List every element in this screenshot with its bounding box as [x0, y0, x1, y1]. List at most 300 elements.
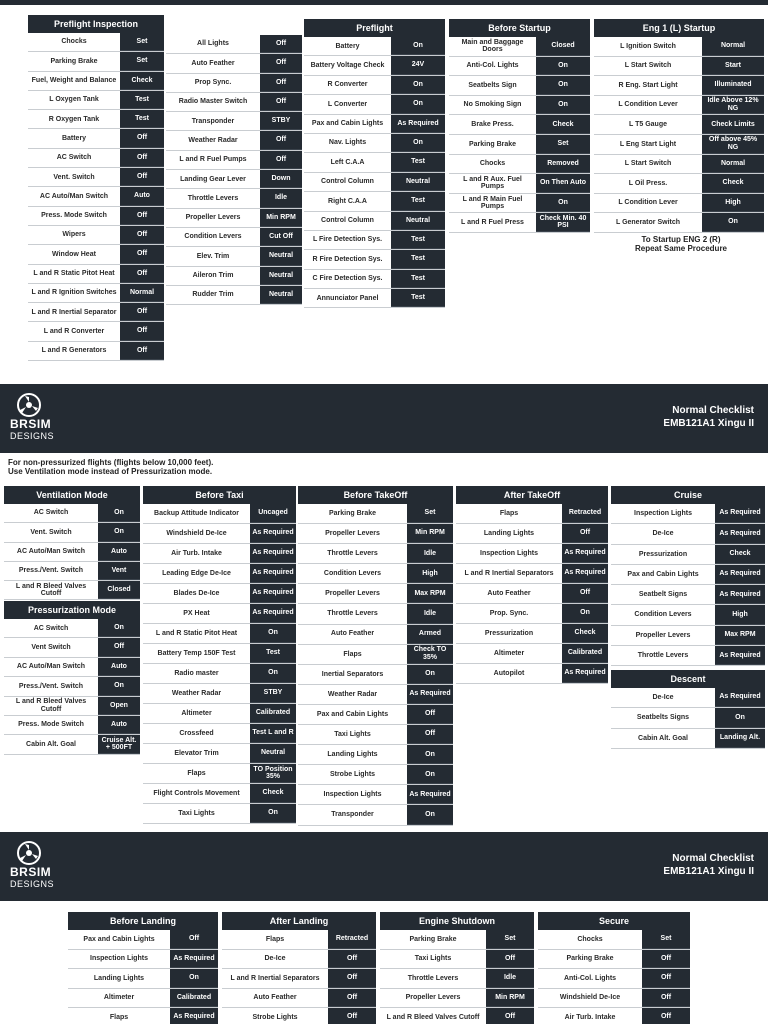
checklist-value: TO Position 35%	[250, 764, 296, 783]
checklist-item: Condition Levers	[634, 611, 692, 619]
checklist-value: Check	[536, 115, 590, 134]
checklist-row	[611, 545, 765, 565]
checklist-value: High	[715, 605, 765, 624]
footnote-line-1: To Startup ENG 2 (R)	[641, 235, 721, 244]
checklist-row	[594, 57, 764, 77]
checklist-row	[143, 644, 296, 664]
checklist-item: L and R Generators	[41, 347, 107, 355]
checklist-item: Anti-Col. Lights	[563, 974, 617, 982]
checklist-after-landing	[222, 912, 376, 1024]
checklist-item: L and R Static Pitot Heat	[33, 270, 115, 278]
checklist-item: Annunciator Panel	[316, 294, 379, 302]
checklist-value: Check TO 35%	[407, 645, 453, 664]
checklist-title: Cruise	[611, 486, 765, 504]
checklist-value: Illuminated	[702, 76, 764, 95]
checklist-row	[4, 581, 140, 600]
checklist-row	[28, 91, 164, 110]
checklist-value: On	[98, 677, 140, 695]
checklist-value: Landing Alt.	[715, 729, 765, 748]
checklist-item: Flaps	[343, 650, 362, 658]
checklist-item: Throttle Levers	[637, 652, 689, 660]
checklist-value: As Required	[562, 664, 608, 683]
checklist-item: Propeller Levers	[325, 529, 380, 537]
checklist-row	[304, 76, 445, 95]
checklist-item: Flaps	[109, 1013, 129, 1021]
checklist-value: Calibrated	[170, 989, 218, 1008]
checklist-title: Pressurization Mode	[4, 601, 140, 619]
checklist-row	[143, 544, 296, 564]
checklist-row	[304, 37, 445, 56]
checklist-before-startup	[449, 19, 590, 233]
checklist-value: Uncaged	[250, 504, 296, 523]
checklist-value: Min RPM	[486, 989, 534, 1008]
checklist-item: Autopilot	[493, 669, 525, 677]
checklist-value: Test	[391, 192, 445, 210]
checklist-before-landing	[68, 912, 218, 1024]
startup-footnote	[596, 235, 766, 253]
checklist-value: Check	[715, 545, 765, 564]
checklist-item: Radio Master Switch	[178, 98, 248, 106]
checklist-value: Min RPM	[407, 524, 453, 543]
checklist-row	[611, 626, 765, 646]
checklist-item: Wipers	[62, 231, 86, 239]
checklist-row	[611, 524, 765, 544]
checklist-row	[456, 644, 608, 664]
checklist-item: Window Heat	[52, 250, 96, 258]
checklist-value: Test	[391, 231, 445, 249]
checklist-value: Test	[120, 91, 164, 109]
checklist-row	[298, 604, 453, 624]
checklist-row	[449, 194, 590, 214]
checklist-before-takeoff	[298, 486, 453, 826]
checklist-value: Off	[328, 989, 376, 1008]
checklist-row	[298, 544, 453, 564]
checklist-value: Off	[260, 93, 302, 111]
checklist-item: Chocks	[479, 160, 506, 168]
propeller-logo-icon	[16, 392, 42, 418]
checklist-row	[298, 645, 453, 665]
checklist-value: Off	[120, 265, 164, 283]
checklist-row	[298, 805, 453, 825]
checklist-row	[68, 989, 218, 1009]
checklist-row	[298, 665, 453, 685]
checklist-value: Off	[328, 950, 376, 969]
checklist-value: Calibrated	[250, 704, 296, 723]
checklist-item: C Fire Detection Sys.	[312, 275, 383, 283]
checklist-value: On	[391, 76, 445, 94]
checklist-item: Parking Brake	[566, 955, 614, 963]
checklist-value: As Required	[250, 524, 296, 543]
checklist-row	[449, 174, 590, 194]
checklist-row	[166, 286, 302, 305]
checklist-value: As Required	[250, 604, 296, 623]
checklist-row	[538, 969, 690, 989]
checklist-value: Check	[562, 624, 608, 643]
checklist-row	[68, 950, 218, 970]
doc-title-2	[663, 852, 754, 878]
checklist-row	[304, 134, 445, 153]
checklist-preflight-inspection-2	[166, 35, 302, 305]
checklist-value: On	[250, 664, 296, 683]
checklist-row	[538, 930, 690, 950]
checklist-value: Off	[120, 129, 164, 147]
checklist-row	[304, 115, 445, 134]
checklist-item: Altimeter	[103, 994, 135, 1002]
checklist-value: As Required	[562, 544, 608, 563]
checklist-value: Set	[120, 52, 164, 70]
checklist-value: Normal	[702, 155, 764, 174]
checklist-value: On	[536, 57, 590, 76]
checklist-ventilation-mode	[4, 486, 140, 600]
checklist-value: Max RPM	[407, 584, 453, 603]
checklist-row	[4, 619, 140, 638]
checklist-item: L Ignition Switch	[620, 42, 676, 50]
checklist-item: Inertial Separators	[321, 670, 384, 678]
checklist-item: L Eng Start Light	[619, 140, 677, 148]
checklist-value: Off	[120, 226, 164, 244]
checklist-row	[143, 704, 296, 724]
checklist-value: On	[536, 76, 590, 95]
checklist-value: On	[391, 37, 445, 55]
checklist-row	[611, 504, 765, 524]
checklist-value: Test	[120, 110, 164, 128]
checklist-value: Off	[260, 131, 302, 149]
checklist-row	[538, 950, 690, 970]
checklist-value: Auto	[98, 716, 140, 734]
checklist-item: Inspection Lights	[323, 791, 382, 799]
checklist-row	[143, 664, 296, 684]
checklist-row	[449, 213, 590, 233]
checklist-row	[611, 708, 765, 728]
checklist-row	[304, 153, 445, 172]
header-band-2	[0, 832, 768, 901]
checklist-value: On	[98, 619, 140, 637]
checklist-value: On	[170, 969, 218, 988]
checklist-row	[143, 724, 296, 744]
checklist-row	[304, 173, 445, 192]
checklist-item: Aileron Trim	[192, 272, 234, 280]
checklist-value: Closed	[536, 37, 590, 56]
checklist-row	[456, 604, 608, 624]
checklist-value: Check Limits	[702, 115, 764, 134]
checklist-row	[222, 930, 376, 950]
checklist-row	[166, 209, 302, 228]
checklist-value: As Required	[407, 785, 453, 804]
checklist-row	[166, 151, 302, 170]
doc-title-line2: EMB121A1 Xingu II	[663, 418, 754, 429]
checklist-after-takeoff	[456, 486, 608, 684]
checklist-item: Flaps	[187, 769, 206, 777]
checklist-row	[143, 624, 296, 644]
checklist-item: Rudder Trim	[192, 291, 234, 299]
checklist-item: Taxi Lights	[178, 809, 215, 817]
checklist-row	[380, 1008, 534, 1024]
checklist-item: Pax and Cabin Lights	[627, 570, 699, 578]
checklist-value: On	[407, 805, 453, 824]
checklist-value: Off	[562, 584, 608, 603]
checklist-value: Start	[702, 57, 764, 76]
checklist-value: Calibrated	[562, 644, 608, 663]
checklist-value: Set	[536, 135, 590, 154]
checklist-value: On	[391, 95, 445, 113]
checklist-row	[304, 212, 445, 231]
checklist-row	[166, 112, 302, 131]
checklist-item: R Oxygen Tank	[48, 115, 100, 123]
checklist-item: L Condition Lever	[618, 199, 678, 207]
checklist-item: L Start Switch	[624, 62, 672, 70]
checklist-value: Off	[120, 207, 164, 225]
checklist-value: Retracted	[562, 504, 608, 523]
checklist-value: As Required	[715, 565, 765, 584]
checklist-value: Idle	[407, 604, 453, 623]
checklist-item: Seatbelts Signs	[636, 714, 690, 722]
checklist-item: Auto Feather	[253, 994, 297, 1002]
checklist-value: Off	[260, 151, 302, 169]
checklist-secure	[538, 912, 690, 1024]
checklist-eng1-startup	[594, 19, 764, 233]
checklist-row	[166, 189, 302, 208]
checklist-item: De-Ice	[652, 530, 674, 538]
checklist-row	[28, 226, 164, 245]
checklist-row	[143, 784, 296, 804]
propeller-logo-icon	[16, 840, 42, 866]
checklist-item: L and R Fuel Press	[461, 218, 524, 226]
checklist-value: Off	[642, 1008, 690, 1024]
checklist-item: Throttle Levers	[327, 550, 378, 558]
checklist-value: Off	[486, 1008, 534, 1024]
checklist-value: Off	[328, 969, 376, 988]
checklist-row	[28, 168, 164, 187]
checklist-value: Off	[120, 303, 164, 321]
checklist-item: L Generator Switch	[615, 218, 681, 226]
checklist-item: Leading Edge De-Ice	[162, 569, 231, 577]
checklist-row	[28, 129, 164, 148]
checklist-value: On	[715, 708, 765, 727]
checklist-item: Condition Levers	[323, 570, 382, 578]
checklist-item: Weather Radar	[188, 136, 238, 144]
checklist-row	[594, 194, 764, 214]
checklist-item: Transponder	[191, 117, 235, 125]
checklist-row	[143, 604, 296, 624]
checklist-item: Battery Temp 150F Test	[157, 649, 236, 657]
checklist-value: Check	[702, 174, 764, 193]
checklist-value: Test	[391, 289, 445, 307]
checklist-value: Off	[120, 322, 164, 340]
checklist-cruise	[611, 486, 765, 666]
checklist-item: L and R Static Pitot Heat	[155, 629, 238, 637]
checklist-value: Off	[120, 168, 164, 186]
checklist-row	[4, 658, 140, 677]
checklist-row	[456, 624, 608, 644]
checklist-item: Press. Mode Switch	[18, 721, 84, 729]
checklist-row	[166, 74, 302, 93]
checklist-item: Vent. Switch	[30, 528, 72, 536]
checklist-value: Cruise Alt. + 500FT	[98, 735, 140, 753]
checklist-row	[68, 930, 218, 950]
checklist-item: Seatbelts Sign	[468, 81, 517, 89]
checklist-row	[222, 950, 376, 970]
checklist-value: As Required	[715, 524, 765, 543]
checklist-value: On	[407, 745, 453, 764]
checklist-value: On	[250, 804, 296, 823]
checklist-value: Neutral	[260, 286, 302, 304]
checklist-item: Cabin Alt. Goal	[26, 740, 76, 748]
checklist-row	[449, 37, 590, 57]
checklist-row	[222, 1008, 376, 1024]
checklist-item: Inspection Lights	[90, 955, 148, 963]
checklist-item: Prop Sync.	[194, 79, 232, 87]
checklist-row	[28, 207, 164, 226]
checklist-row	[594, 115, 764, 135]
checklist-row	[4, 716, 140, 735]
checklist-item: Strobe Lights	[329, 771, 376, 779]
checklist-value: Idle	[260, 189, 302, 207]
checklist-item: Chocks	[61, 38, 87, 46]
checklist-value: High	[702, 194, 764, 213]
checklist-row	[166, 35, 302, 54]
brand-logo-2	[10, 840, 54, 889]
checklist-row	[4, 523, 140, 542]
checklist-value: Set	[120, 33, 164, 51]
checklist-value: Armed	[407, 625, 453, 644]
checklist-item: L Condition Lever	[618, 101, 678, 109]
checklist-item: L and R Inertial Separators	[464, 569, 554, 577]
checklist-value: As Required	[407, 685, 453, 704]
checklist-row	[143, 524, 296, 544]
checklist-item: Throttle Levers	[327, 610, 378, 618]
brand-logo	[10, 392, 54, 441]
checklist-value: Test	[391, 270, 445, 288]
checklist-value: Normal	[702, 37, 764, 56]
checklist-row	[28, 149, 164, 168]
checklist-item: AC Switch	[56, 154, 92, 162]
checklist-row	[449, 135, 590, 155]
checklist-descent	[611, 670, 765, 749]
checklist-item: Fuel, Weight and Balance	[31, 77, 117, 85]
checklist-value: Off	[260, 54, 302, 72]
note-line-2: Use Ventilation mode instead of Pressurization mode.	[8, 467, 213, 476]
checklist-item: Parking Brake	[409, 935, 457, 943]
checklist-item: No Smoking Sign	[463, 101, 522, 109]
checklist-item: L and R Bleed Valves Cutoff	[15, 582, 87, 598]
checklist-value: Idle	[486, 969, 534, 988]
checklist-row	[298, 705, 453, 725]
checklist-title: Secure	[538, 912, 690, 930]
checklist-item: Inspection Lights	[480, 549, 538, 557]
checklist-value: Neutral	[391, 212, 445, 230]
checklist-row	[298, 584, 453, 604]
checklist-row	[4, 543, 140, 562]
checklist-engine-shutdown	[380, 912, 534, 1024]
checklist-row	[298, 785, 453, 805]
checklist-value: As Required	[391, 115, 445, 133]
checklist-value: Auto	[120, 187, 164, 205]
checklist-item: De-Ice	[652, 693, 674, 701]
checklist-row	[298, 524, 453, 544]
checklist-value: Removed	[536, 155, 590, 174]
note-line-1: For non-pressurized flights (flights below 10,000 feet).	[8, 458, 214, 467]
checklist-row	[28, 322, 164, 341]
checklist-row	[456, 664, 608, 684]
checklist-item: Throttle Levers	[187, 194, 239, 202]
checklist-item: R Eng. Start Light	[618, 81, 678, 89]
checklist-item: Crossfeed	[179, 729, 214, 737]
checklist-item: L and R Bleed Valves Cutoff	[15, 698, 87, 713]
checklist-item: Strobe Lights	[252, 1013, 298, 1021]
checklist-row	[304, 250, 445, 269]
checklist-item: AC Auto/Man Switch	[39, 192, 109, 200]
checklist-row	[298, 685, 453, 705]
checklist-value: As Required	[715, 504, 765, 523]
checklist-item: Throttle Levers	[407, 974, 459, 982]
checklist-item: R Fire Detection Sys.	[312, 255, 383, 263]
checklist-value: Off	[642, 950, 690, 969]
checklist-value: On	[391, 134, 445, 152]
checklist-item: R Converter	[327, 81, 368, 89]
checklist-row	[594, 135, 764, 155]
checklist-row	[594, 155, 764, 175]
checklist-row	[594, 37, 764, 57]
checklist-item: L and R Converter	[43, 327, 105, 335]
checklist-item: Transponder	[331, 811, 374, 819]
checklist-row	[28, 284, 164, 303]
checklist-item: L and R Main Fuel Pumps	[462, 195, 523, 211]
checklist-value: On Then Auto	[536, 174, 590, 193]
checklist-row	[538, 989, 690, 1009]
checklist-row	[611, 729, 765, 749]
checklist-row	[456, 544, 608, 564]
checklist-row	[304, 289, 445, 308]
checklist-item: Anti-Col. Lights	[466, 62, 519, 70]
checklist-row	[298, 564, 453, 584]
checklist-row	[4, 562, 140, 581]
checklist-value: As Required	[250, 584, 296, 603]
checklist-preflight	[304, 19, 445, 308]
checklist-value: Neutral	[260, 247, 302, 265]
checklist-value: As Required	[715, 688, 765, 707]
checklist-row	[449, 57, 590, 77]
checklist-item: Auto Feather	[330, 630, 375, 638]
checklist-item: AC Auto/Man Switch	[16, 548, 86, 556]
checklist-row	[538, 1008, 690, 1024]
checklist-item: L T5 Gauge	[629, 121, 667, 128]
checklist-row	[594, 213, 764, 233]
checklist-value: Test	[391, 250, 445, 268]
checklist-item: Taxi Lights	[334, 730, 371, 738]
checklist-title: Ventilation Mode	[4, 486, 140, 504]
checklist-item: L and R Inertial Separator	[31, 308, 117, 316]
checklist-item: Air Turb. Intake	[564, 1013, 616, 1021]
checklist-value: Neutral	[391, 173, 445, 191]
checklist-pressurization-mode	[4, 601, 140, 755]
checklist-item: Right C.A.A	[328, 197, 367, 205]
checklist-value: Off	[562, 524, 608, 543]
checklist-value: Normal	[120, 284, 164, 302]
checklist-item: Pressurization	[638, 550, 688, 558]
checklist-row	[166, 54, 302, 73]
checklist-item: Inspection Lights	[634, 509, 692, 517]
checklist-item: AC Switch	[33, 624, 69, 632]
checklist-item: Windshield De-Ice	[166, 529, 227, 537]
checklist-value: On	[536, 194, 590, 213]
checklist-value: On	[702, 213, 764, 232]
checklist-value: Neutral	[260, 267, 302, 285]
checklist-row	[4, 735, 140, 754]
checklist-value: Set	[642, 930, 690, 949]
checklist-item: Propeller Levers	[635, 631, 691, 639]
checklist-value: Off	[407, 705, 453, 724]
checklist-row	[143, 504, 296, 524]
